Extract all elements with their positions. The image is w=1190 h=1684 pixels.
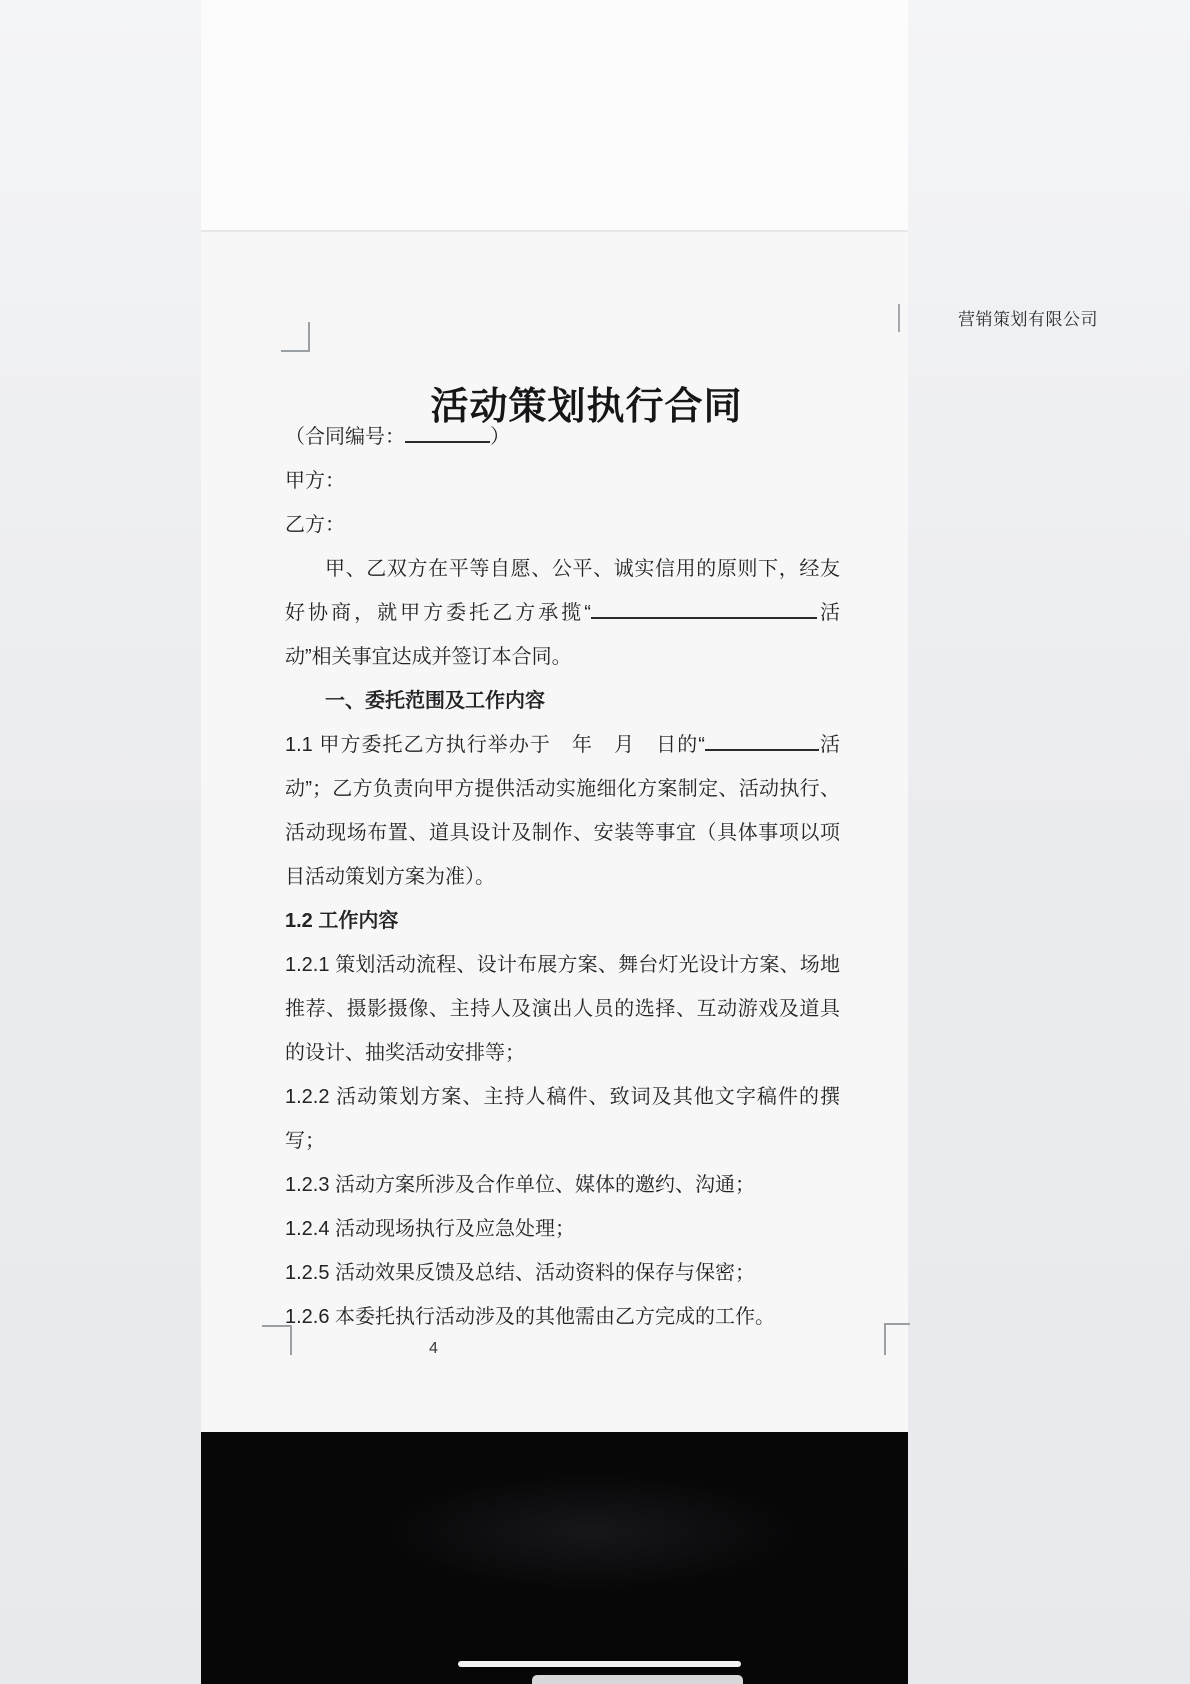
contract-number-close: ） <box>490 426 510 448</box>
text-boundary-mark-bottom-right <box>884 1323 910 1355</box>
activity-name-blank <box>591 599 817 619</box>
page-number: 4 <box>429 1340 438 1357</box>
clause-1-2-4: 1.2.4 活动现场执行及应急处理； <box>285 1218 576 1240</box>
clause-1-2-6: 1.2.6 本委托执行活动涉及的其他需由乙方完成的工作。 <box>285 1306 776 1328</box>
clause-1-2-5: 1.2.5 活动效果反馈及总结、活动资料的保存与保密； <box>285 1262 756 1284</box>
section-1-heading: 一、委托范围及工作内容 <box>325 690 545 712</box>
photo-top-strip <box>201 0 908 232</box>
contract-number-line <box>285 415 840 459</box>
clause-1-1-text-2: 活动”；乙方负责向甲方提供活动实施细化方案制定、活动执行、活动现场布置、道具设计及制作、安装等事宜（具体事项以项目活动策划方案为准）。 <box>285 734 841 888</box>
photo-black-region <box>201 1432 908 1684</box>
text-boundary-mark-top-right <box>898 304 900 332</box>
contract-page <box>201 232 1098 1432</box>
party-a-line: 甲方： <box>285 470 345 492</box>
photo-reflection <box>381 1472 801 1592</box>
bottom-sheet-edge <box>532 1675 743 1684</box>
home-indicator-bar <box>458 1661 741 1667</box>
clause-1-1-text-1: 1.1 甲方委托乙方执行举办于 年 月 日的“ <box>285 734 705 756</box>
contract-number-label: （合同编号： <box>285 426 405 448</box>
document-title: 活动策划执行合同 <box>430 386 743 429</box>
clause-1-2-1: 1.2.1 策划活动流程、设计布展方案、舞台灯光设计方案、场地推荐、摄影摄像、主持人及演出人员的选择、互动游戏及道具的设计、抽奖活动安排等； <box>285 954 840 1064</box>
clause-1-2-3: 1.2.3 活动方案所涉及合作单位、媒体的邀约、沟通； <box>285 1174 756 1196</box>
clause-1-2-heading: 1.2 工作内容 <box>285 910 399 932</box>
clause-1-1-blank <box>705 731 819 751</box>
clause-1-1 <box>285 723 840 899</box>
contract-body <box>285 415 840 1339</box>
contract-number-blank <box>405 423 490 443</box>
company-header: 营销策划有限公司 <box>958 310 1098 329</box>
preamble-text-2: 活动”相关事宜达成并签订本合同。 <box>285 602 840 668</box>
clause-1-2-2: 1.2.2 活动策划方案、主持人稿件、致词及其他文字稿件的撰写； <box>285 1086 840 1152</box>
preamble-paragraph <box>285 547 840 679</box>
party-b-line: 乙方： <box>285 514 345 536</box>
text-boundary-mark-top-left <box>281 322 310 352</box>
preamble-text-1: 甲、乙双方在平等自愿、公平、诚实信用的原则下，经友好协商，就甲方委托乙方承揽“ <box>285 558 840 624</box>
